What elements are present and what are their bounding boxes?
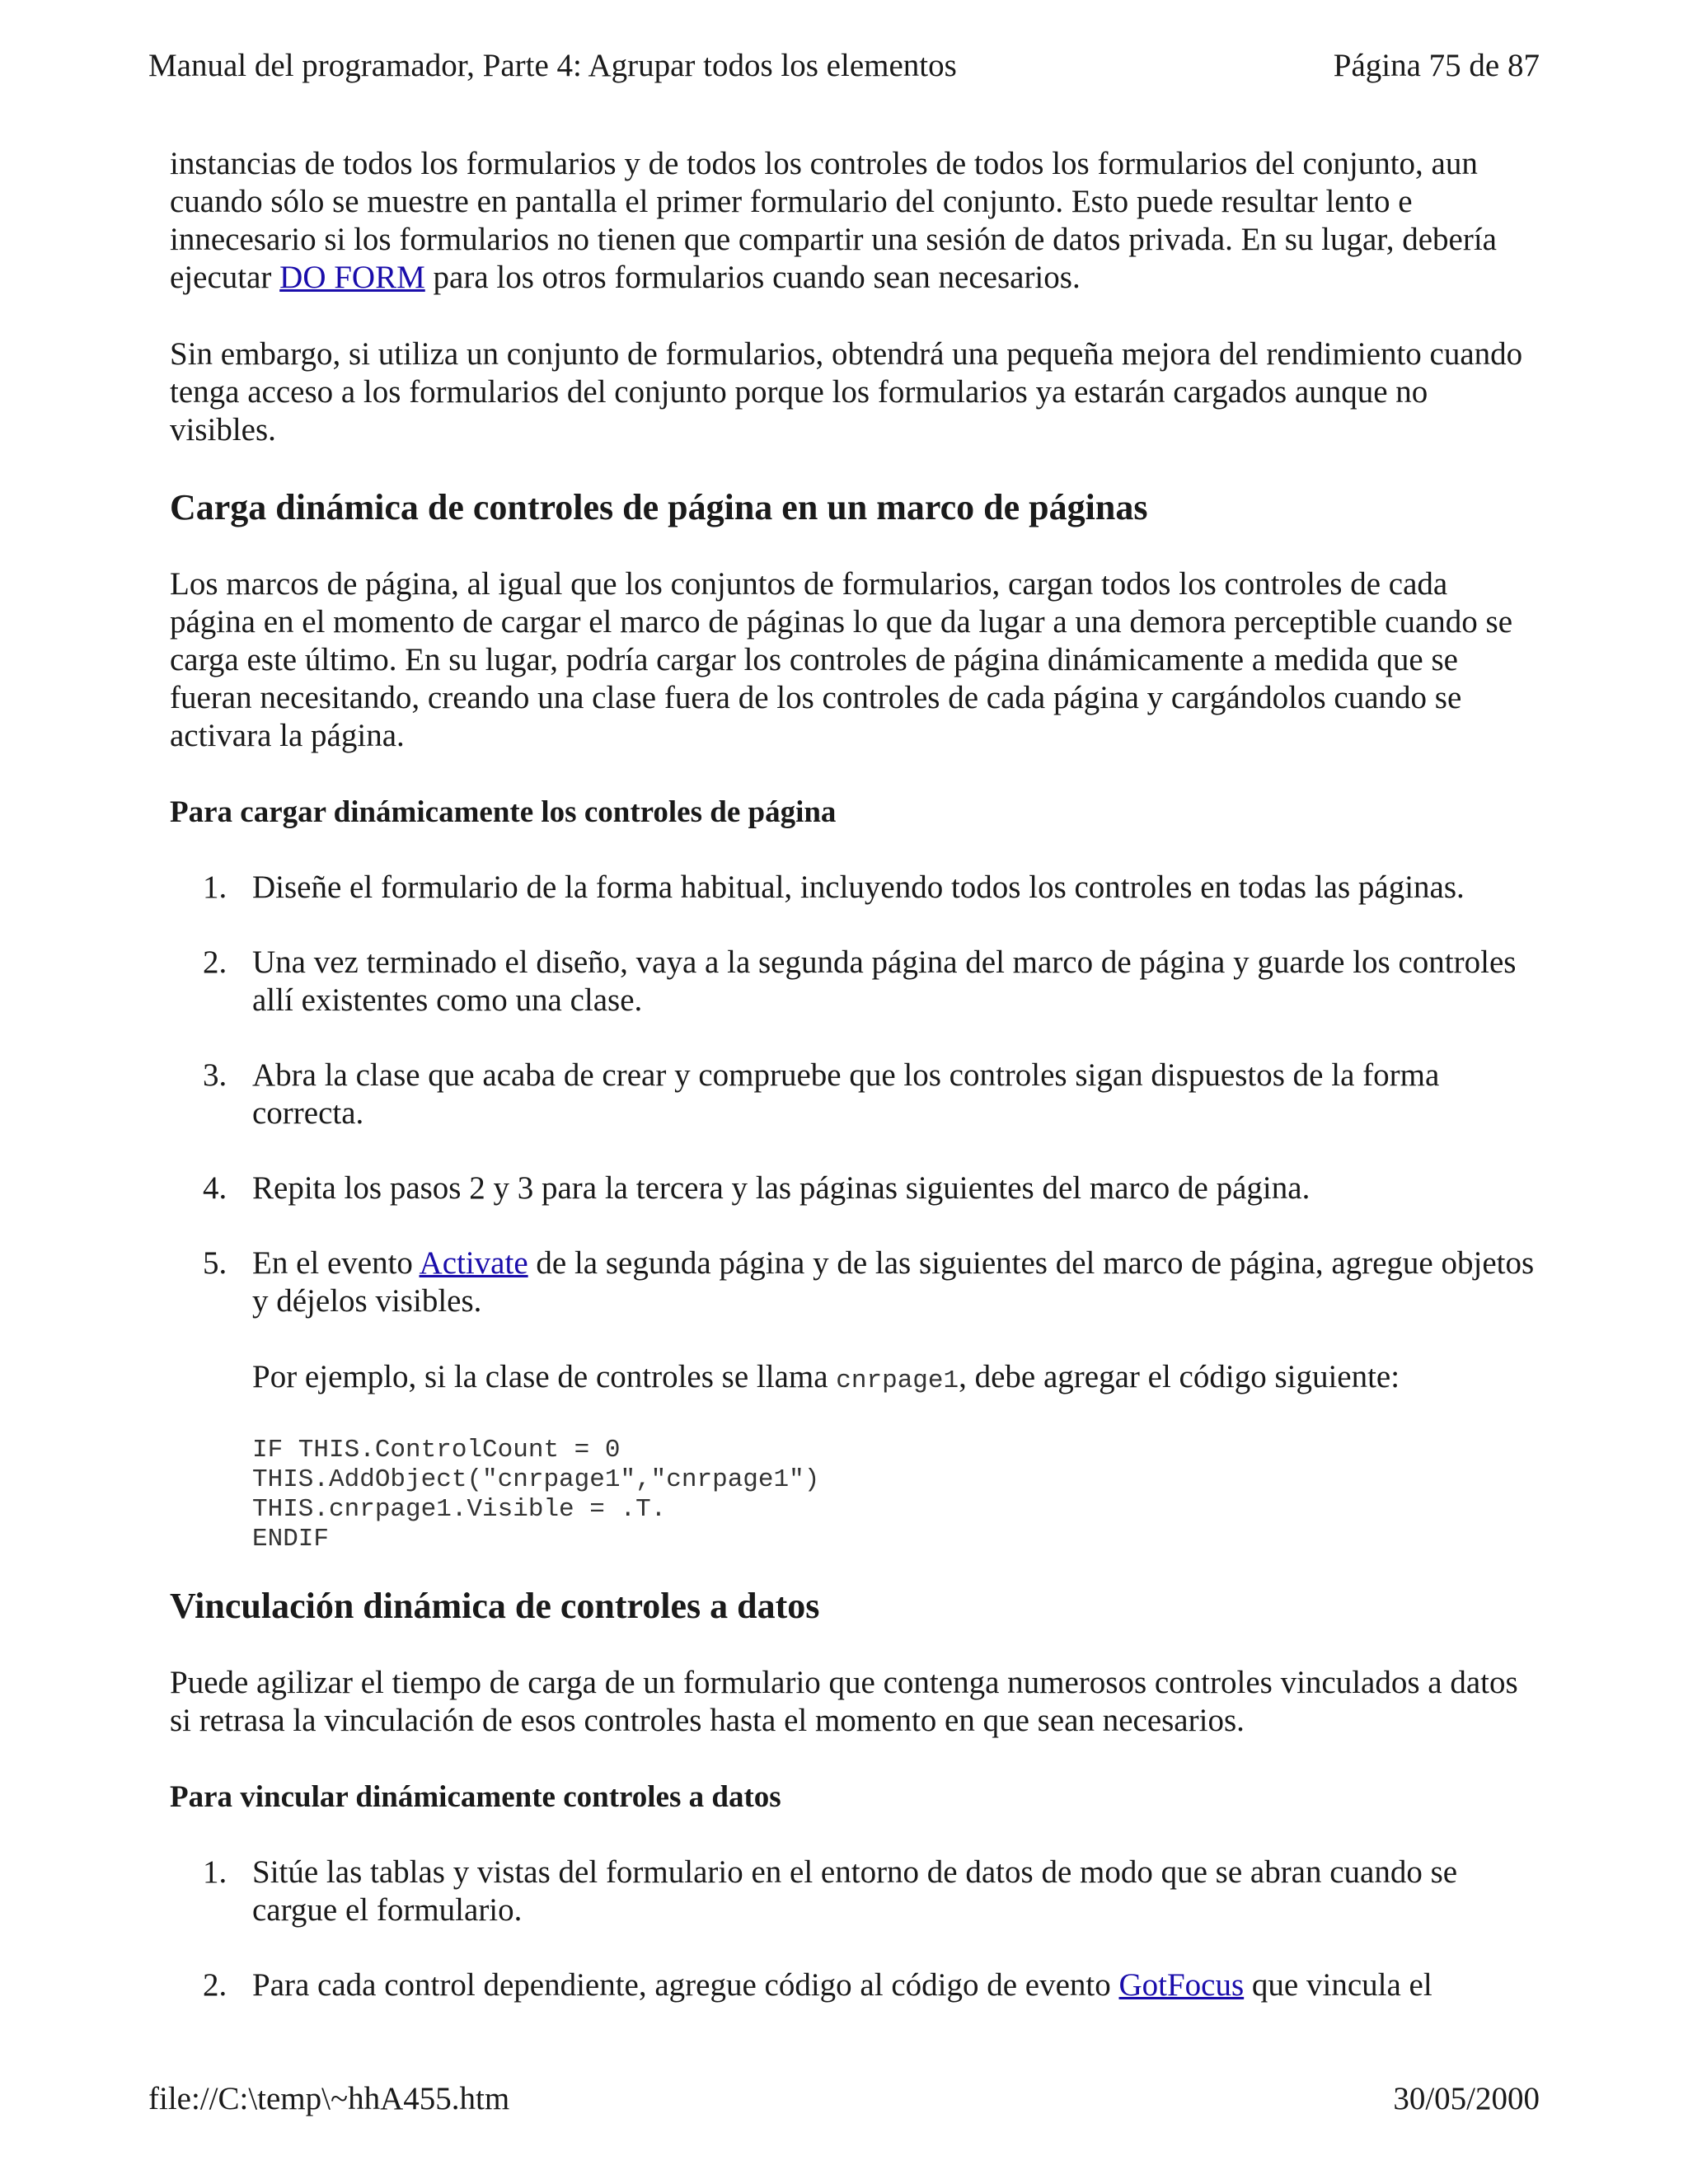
print-date: 30/05/2000: [1393, 2081, 1540, 2116]
bind-steps-list: [170, 1854, 1538, 2004]
list-item: [170, 1169, 1538, 1207]
section-heading-binding: Vinculación dinámica de controles a datos: [170, 1586, 820, 1626]
document-title: Manual del programador, Parte 4: Agrupar todos los elementos: [148, 48, 957, 83]
step-text: Sitúe las tablas y vistas del formulario en el entorno de datos de modo que se abran cuando se cargue el formulario.: [252, 1854, 1458, 1928]
list-item: [170, 1966, 1538, 2004]
procedure-heading-bind: Para vincular dinámicamente controles a datos: [170, 1780, 781, 1814]
activate-link[interactable]: Activate: [419, 1245, 528, 1281]
performance-paragraph: Sin embargo, si utiliza un conjunto de formularios, obtendrá una pequeña mejora del rendimiento cuando tenga acceso a los formularios del conjunto porque los formularios ya estarán cargados aunque no visibles.: [170, 336, 1523, 448]
list-item: [170, 1057, 1538, 1132]
do-form-link[interactable]: DO FORM: [279, 260, 425, 295]
example-text: Por ejemplo, si la clase de controles se llama cnrpage1, debe agregar el código siguiente:: [252, 1359, 1400, 1395]
inline-code: cnrpage1: [836, 1366, 959, 1395]
step-number: 4.: [203, 1170, 227, 1206]
gotfocus-link[interactable]: GotFocus: [1118, 1967, 1245, 2003]
list-item: [170, 1854, 1538, 1929]
pageframe-paragraph: Los marcos de página, al igual que los conjuntos de formularios, cargan todos los controles de cada página en el momento de cargar el marco de páginas lo que da lugar a una demora perceptible cuando se carga este último. En su lugar, podría cargar los controles de página dinámicamente a medida que se fueran necesitando, creando una clase fuera de los controles de cada página y cargándolos cuando se activara la página.: [170, 566, 1513, 753]
step-number: 1.: [203, 1854, 227, 1890]
binding-paragraph: Puede agilizar el tiempo de carga de un formulario que contenga numerosos controles vinculados a datos si retrasa la vinculación de esos controles hasta el momento en que sean necesarios.: [170, 1665, 1518, 1738]
page-header: [148, 46, 1540, 86]
step-number: 3.: [203, 1057, 227, 1093]
step-text: Abra la clase que acaba de crear y compruebe que los controles sigan dispuestos de la forma correcta.: [252, 1057, 1440, 1131]
step-text: Repita los pasos 2 y 3 para la tercera y las páginas siguientes del marco de página.: [252, 1170, 1311, 1206]
step-text: En el evento Activate de la segunda página y de las siguientes del marco de página, agregue objetos y déjelos visibles.: [252, 1245, 1535, 1319]
step-number: 2.: [203, 944, 227, 980]
procedure-heading-load: Para cargar dinámicamente los controles de página: [170, 795, 837, 829]
page-number: Página 75 de 87: [1333, 48, 1540, 83]
code-block: IF THIS.ControlCount = 0 THIS.AddObject("cnrpage1","cnrpage1") THIS.cnrpage1.Visible = .T. ENDIF: [252, 1436, 820, 1554]
section-heading-pageframe: Carga dinámica de controles de página en un marco de páginas: [170, 487, 1148, 527]
step-text: Una vez terminado el diseño, vaya a la segunda página del marco de página y guarde los controles allí existentes como una clase.: [252, 944, 1517, 1018]
intro-paragraph: instancias de todos los formularios y de todos los controles de todos los formularios del conjunto, aun cuando sólo se muestre en pantalla el primer formulario del conjunto. Esto puede resultar lento e innecesario si los formularios no tienen que compartir una sesión de datos privada. En su lugar, debería ejecutar DO FORM para los otros formularios cuando sean necesarios.: [170, 146, 1497, 295]
list-item: [170, 944, 1538, 1019]
file-path: file://C:\temp\~hhA455.htm: [148, 2081, 510, 2116]
page-footer: [148, 2079, 1540, 2119]
step-number: 1.: [203, 869, 227, 905]
step-number: 2.: [203, 1967, 227, 2003]
list-item: [170, 869, 1538, 907]
list-item: [170, 1244, 1538, 1554]
step-text: Para cada control dependiente, agregue código al código de evento GotFocus que vincula el: [252, 1967, 1432, 2003]
step-number: 5.: [203, 1245, 227, 1281]
load-steps-list: [170, 869, 1538, 1554]
document-body: [170, 145, 1538, 2041]
step-text: Diseñe el formulario de la forma habitual, incluyendo todos los controles en todas las páginas.: [252, 869, 1465, 905]
